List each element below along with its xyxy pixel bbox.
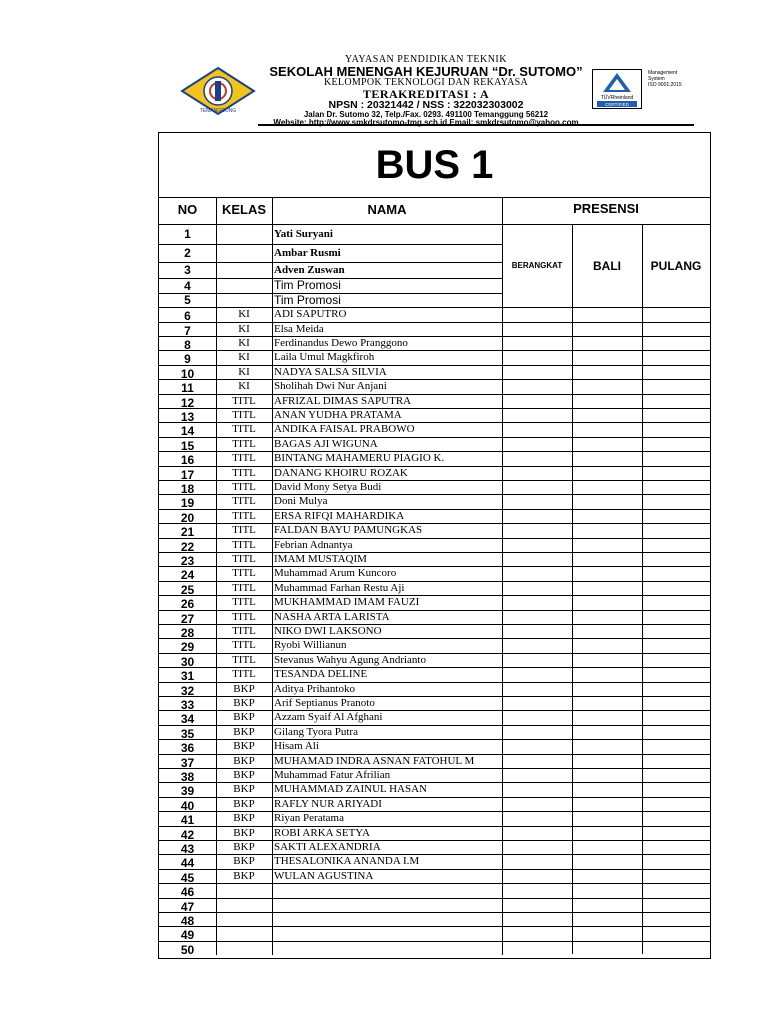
row-divider: [159, 581, 710, 582]
attendance-table: [158, 132, 711, 959]
row-no: 1: [184, 227, 191, 242]
row-nama: Adven Zuswan: [274, 264, 345, 277]
row-nama: THESALONIKA ANANDA I.M: [274, 855, 420, 868]
table-row: [159, 480, 710, 494]
foundation-name: YAYASAN PENDIDIKAN TEKNIK: [345, 54, 507, 65]
row-kelas: TITL: [232, 581, 256, 594]
row-kelas: BKP: [233, 855, 255, 868]
table-row: [159, 739, 710, 756]
column-divider: [272, 197, 273, 955]
row-divider: [159, 696, 710, 697]
row-no: 50: [180, 942, 195, 957]
row-no: 11: [181, 381, 194, 396]
header-no: NO: [177, 202, 198, 217]
header-nama: NAMA: [367, 202, 407, 217]
row-kelas: BKP: [233, 841, 255, 853]
row-nama: Ryobi Willianun: [274, 639, 347, 652]
row-nama: Yati Suryani: [274, 228, 333, 241]
row-nama: Azzam Syaif Al Afghani: [274, 711, 383, 724]
row-divider: [159, 826, 710, 827]
row-divider: [159, 926, 710, 927]
row-kelas: BKP: [233, 783, 255, 796]
school-logo: [178, 66, 258, 116]
row-kelas: KI: [238, 351, 250, 364]
row-kelas: TITL: [232, 567, 256, 580]
row-divider: [159, 552, 710, 553]
row-no: 25: [180, 582, 195, 597]
row-divider: [159, 336, 710, 337]
row-kelas: TITL: [232, 653, 256, 666]
row-divider: [159, 725, 710, 726]
letterhead-divider: [258, 124, 694, 126]
row-no: 27: [180, 611, 195, 626]
row-divider: [159, 566, 710, 567]
table-row: [159, 898, 710, 912]
table-row: [159, 826, 710, 840]
row-no: 22: [180, 539, 195, 554]
row-kelas: BKP: [233, 869, 255, 882]
table-row: [159, 667, 710, 684]
row-divider: [159, 610, 710, 611]
row-no: 12: [180, 395, 195, 410]
row-nama: Gilang Tyora Putra: [274, 725, 358, 738]
row-no: 2: [184, 245, 191, 260]
row-no: 39: [180, 784, 195, 799]
row-nama: Muhammad Fatur Afrilian: [274, 769, 391, 781]
row-no: 37: [180, 755, 195, 770]
row-divider: [159, 350, 710, 351]
row-no: 8: [184, 338, 191, 352]
tuv-certified-icon: [592, 69, 642, 109]
row-divider: [159, 494, 710, 495]
row-kelas: TITL: [232, 409, 256, 421]
table-row: [159, 624, 710, 638]
row-nama: MUHAMMAD ZAINUL HASAN: [274, 783, 427, 796]
row-divider: [159, 840, 710, 841]
row-no: 20: [180, 510, 195, 525]
table-row: [159, 509, 710, 523]
column-divider: [216, 197, 217, 955]
row-no: 45: [180, 870, 195, 885]
row-no: 49: [180, 928, 195, 943]
row-no: 28: [180, 626, 195, 640]
row-kelas: TITL: [232, 553, 256, 565]
row-nama: Riyan Peratama: [274, 812, 344, 825]
row-divider: [159, 653, 710, 654]
letterhead-text: [258, 55, 594, 127]
row-no: 46: [180, 885, 195, 900]
table-row: [159, 941, 710, 955]
table-row: [159, 869, 710, 883]
row-no: 9: [184, 352, 191, 367]
row-divider: [159, 379, 710, 380]
school-name: SEKOLAH MENENGAH KEJURUAN “Dr. SUTOMO”: [269, 64, 583, 79]
row-no: 26: [180, 597, 195, 612]
table-row: [159, 696, 710, 710]
table-row: [159, 322, 710, 336]
row-nama: Aditya Prihantoko: [274, 682, 355, 695]
row-nama: Muhammad Arum Kuncoro: [274, 567, 397, 580]
table-row: [159, 422, 710, 439]
table-row: [159, 278, 710, 292]
row-nama: ANDIKA FAISAL PRABOWO: [274, 423, 415, 436]
row-no: 34: [180, 712, 195, 727]
row-divider: [159, 854, 710, 855]
tuv-badge-certified: CERTIFIED: [605, 102, 629, 107]
row-nama: NASHA ARTA LARISTA: [274, 610, 390, 623]
row-no: 29: [180, 640, 195, 655]
row-no: 18: [180, 482, 195, 496]
sheet-title: BUS 1: [159, 133, 710, 198]
row-kelas: TITL: [232, 610, 256, 623]
table-row: [159, 797, 710, 811]
row-nama: Tim Promosi: [274, 278, 341, 293]
certification-block: [590, 68, 696, 110]
row-kelas: KI: [238, 337, 250, 349]
row-no: 13: [180, 410, 195, 424]
column-divider: [642, 224, 643, 954]
row-no: 6: [184, 309, 191, 324]
row-nama: Ambar Rusmi: [274, 246, 341, 259]
row-nama: TESANDA DELINE: [274, 668, 368, 681]
row-nama: NADYA SALSA SILVIA: [274, 365, 387, 378]
table-row: [159, 854, 710, 871]
address: Jalan Dr. Sutomo 32, Telp./Fax. 0293. 491100 Temanggung 56212: [303, 109, 549, 119]
row-nama: BINTANG MAHAMERU PIAGIO K.: [274, 452, 445, 465]
row-divider: [159, 739, 710, 740]
table-row: [159, 336, 710, 350]
row-kelas: TITL: [232, 495, 256, 508]
row-kelas: TITL: [232, 668, 256, 681]
row-kelas: BKP: [233, 769, 255, 781]
row-kelas: BKP: [233, 826, 255, 839]
row-divider: [159, 797, 710, 798]
row-divider: [159, 278, 502, 279]
letterhead: [176, 52, 696, 128]
row-divider: [159, 638, 710, 639]
row-nama: Tim Promosi: [274, 292, 341, 307]
row-no: 21: [180, 525, 195, 540]
row-nama: BAGAS AJI WIGUNA: [274, 437, 378, 450]
table-row: [159, 365, 710, 379]
row-divider: [159, 437, 710, 438]
row-divider: [159, 624, 710, 625]
table-row: [159, 710, 710, 727]
row-kelas: BKP: [233, 682, 255, 695]
row-nama: MUHAMAD INDRA ASNAN FATOHUL M: [274, 754, 475, 767]
row-kelas: BKP: [233, 740, 255, 753]
row-divider: [159, 307, 710, 308]
table-row: [159, 638, 710, 655]
table-row: [159, 293, 710, 307]
row-divider: [159, 898, 710, 899]
table-row: [159, 610, 710, 624]
table-row: [159, 725, 710, 739]
row-divider: [159, 595, 710, 596]
row-divider: [159, 293, 502, 294]
row-no: 16: [180, 453, 195, 468]
row-nama: Doni Mulya: [274, 495, 328, 508]
row-no: 15: [180, 438, 195, 453]
row-nama: David Mony Setya Budi: [274, 481, 382, 493]
row-kelas: TITL: [232, 452, 256, 465]
table-row: [159, 262, 710, 278]
row-no: 42: [180, 827, 195, 842]
accreditation: TERAKREDITASI : A: [362, 87, 490, 101]
row-kelas: TITL: [232, 625, 256, 637]
row-divider: [159, 667, 710, 668]
cert-line-1: Management: [648, 70, 678, 76]
row-no: 10: [180, 366, 195, 381]
row-kelas: BKP: [233, 754, 255, 767]
row-divider: [159, 869, 710, 870]
row-no: 4: [184, 278, 191, 293]
row-no: 35: [180, 726, 195, 741]
row-no: 38: [180, 770, 195, 784]
row-nama: Muhammad Farhan Restu Aji: [274, 581, 405, 594]
table-row: [159, 653, 710, 667]
row-nama: Stevanus Wahyu Agung Andrianto: [274, 653, 426, 666]
table-row: [159, 379, 710, 396]
table-row: [159, 682, 710, 696]
row-kelas: BKP: [233, 697, 255, 709]
table-row: [159, 926, 710, 943]
table-row: [159, 437, 710, 451]
row-nama: NIKO DWI LAKSONO: [274, 625, 382, 637]
row-nama: FALDAN BAYU PAMUNGKAS: [274, 524, 423, 537]
row-nama: MUKHAMMAD IMAM FAUZI: [274, 596, 420, 609]
table-row: [159, 552, 710, 566]
table-row: [159, 768, 710, 782]
row-nama: ROBI ARKA SETYA: [274, 826, 370, 839]
row-no: 47: [180, 899, 195, 914]
row-nama: Arif Septianus Pranoto: [274, 697, 375, 709]
row-divider: [159, 451, 710, 452]
table-row: [159, 883, 710, 900]
row-nama: AFRIZAL DIMAS SAPUTRA: [274, 394, 412, 407]
row-divider: [159, 811, 710, 812]
row-divider: [159, 408, 710, 409]
school-group: KELOMPOK TEKNOLOGI DAN REKAYASA: [323, 77, 529, 88]
row-nama: Laila Umul Magkfiroh: [274, 351, 375, 364]
row-divider: [159, 466, 710, 467]
school-logo-text: TEMANGGUNG: [199, 108, 237, 114]
row-no: 43: [180, 842, 195, 856]
row-no: 23: [180, 554, 195, 568]
row-kelas: TITL: [232, 596, 256, 609]
row-no: 24: [180, 568, 195, 583]
table-row: [159, 307, 710, 324]
row-nama: RAFLY NUR ARIYADI: [274, 797, 382, 810]
row-kelas: TITL: [232, 394, 256, 407]
row-divider: [159, 480, 710, 481]
row-nama: ANAN YUDHA PRATAMA: [274, 409, 402, 421]
row-divider: [159, 262, 502, 263]
row-divider: [159, 883, 710, 884]
table-row: [159, 782, 710, 799]
npsn: NPSN : 20321442 / NSS : 322032303002: [328, 99, 524, 111]
table-row: [159, 244, 710, 263]
row-no: 40: [180, 798, 195, 813]
table-row: [159, 566, 710, 583]
row-kelas: BKP: [233, 725, 255, 738]
row-divider: [159, 768, 710, 769]
row-divider: [159, 912, 710, 913]
row-divider: [159, 322, 710, 323]
row-nama: Hisam Ali: [274, 740, 319, 753]
row-divider: [159, 941, 710, 942]
table-row: [159, 523, 710, 540]
row-nama: Sholihah Dwi Nur Anjani: [274, 380, 387, 393]
header-berangkat: BERANGKAT: [511, 261, 563, 270]
row-divider: [159, 509, 710, 510]
table-row: [159, 538, 710, 552]
column-divider: [572, 224, 573, 954]
row-nama: DANANG KHOIRU ROZAK: [274, 466, 408, 479]
table-row: [159, 394, 710, 408]
row-no: 5: [184, 292, 191, 307]
table-row: [159, 466, 710, 480]
row-nama: IMAM MUSTAQIM: [274, 553, 367, 565]
row-no: 3: [184, 263, 191, 278]
row-no: 19: [180, 496, 195, 511]
row-divider: [159, 754, 710, 755]
row-kelas: TITL: [232, 524, 256, 537]
row-no: 33: [180, 698, 195, 712]
row-divider: [159, 365, 710, 366]
row-kelas: KI: [238, 380, 250, 393]
row-kelas: TITL: [232, 437, 256, 450]
row-divider: [159, 782, 710, 783]
row-nama: Elsa Meida: [274, 322, 324, 335]
row-divider: [159, 422, 710, 423]
row-no: 44: [180, 856, 195, 871]
row-kelas: TITL: [232, 481, 256, 493]
row-divider: [159, 394, 710, 395]
header-kelas: KELAS: [221, 202, 267, 217]
table-row: [159, 408, 710, 422]
row-no: 41: [180, 813, 195, 828]
row-nama: ADI SAPUTRO: [274, 308, 347, 321]
table-row: [159, 225, 710, 244]
row-no: 14: [180, 424, 195, 439]
table-row: [159, 811, 710, 828]
table-row: [159, 494, 710, 511]
table-row: [159, 912, 710, 926]
cert-line-3: ISO 9001:2015: [648, 82, 682, 88]
table-row: [159, 595, 710, 612]
row-divider: [159, 710, 710, 711]
row-nama: WULAN AGUSTINA: [274, 869, 374, 882]
table-row: [159, 451, 710, 468]
table-row: [159, 754, 710, 768]
row-kelas: TITL: [232, 639, 256, 652]
cert-line-2: System: [648, 76, 665, 82]
row-no: 36: [180, 741, 195, 756]
row-no: 30: [180, 654, 195, 669]
header-pulang: PULANG: [650, 259, 702, 273]
row-kelas: TITL: [232, 509, 256, 522]
row-no: 7: [184, 323, 191, 338]
row-nama: ERSA RIFQI MAHARDIKA: [274, 509, 405, 522]
row-kelas: TITL: [232, 423, 256, 436]
column-divider: [502, 197, 503, 955]
row-divider: [159, 538, 710, 539]
row-no: 17: [180, 467, 195, 482]
table-row: [159, 840, 710, 854]
row-kelas: TITL: [232, 466, 256, 479]
row-kelas: BKP: [233, 797, 255, 810]
row-kelas: KI: [238, 322, 250, 335]
row-kelas: KI: [238, 365, 250, 378]
tuv-badge-text: TÜVRheinland: [600, 95, 634, 101]
row-divider: [159, 244, 502, 245]
row-no: 31: [180, 669, 195, 684]
row-no: 32: [180, 683, 195, 698]
header-bali: BALI: [593, 259, 621, 273]
certification-text: [648, 70, 696, 88]
row-kelas: BKP: [233, 711, 255, 724]
row-divider: [159, 682, 710, 683]
table-row: [159, 581, 710, 595]
row-kelas: TITL: [232, 538, 256, 551]
row-no: 48: [180, 914, 195, 928]
row-nama: Ferdinandus Dewo Pranggono: [274, 337, 408, 349]
row-divider: [159, 523, 710, 524]
website: Website: http://www.smkdrsutomo-tmg.sch.id Email: smkdrsutomo@yahoo.com: [273, 117, 579, 127]
row-nama: SAKTI ALEXANDRIA: [274, 841, 381, 853]
header-presensi: PRESENSI: [573, 201, 639, 216]
table-row: [159, 350, 710, 367]
row-kelas: KI: [238, 308, 250, 321]
row-nama: Febrian Adnantya: [274, 538, 353, 551]
row-kelas: BKP: [233, 812, 255, 825]
